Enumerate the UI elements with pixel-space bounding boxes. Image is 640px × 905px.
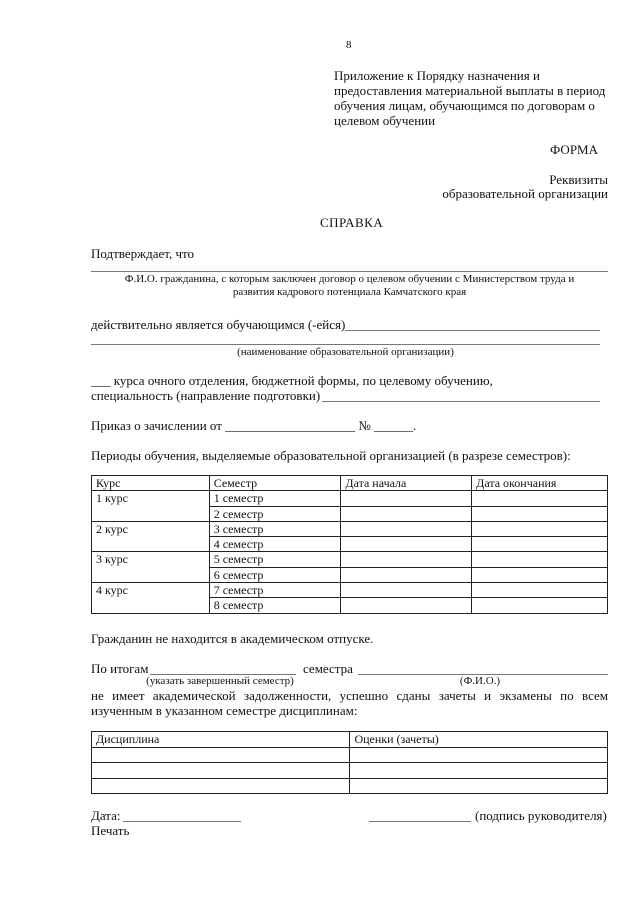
appendix-line-4: целевом обучении: [334, 113, 436, 128]
semester-cell: 8 семестр: [209, 598, 341, 613]
semester-cell: 5 семестр: [209, 552, 341, 567]
fio-underline[interactable]: [91, 271, 608, 272]
results-text-2: изученным в указанном семестре дисциплинам:: [91, 703, 358, 718]
start-date-cell[interactable]: [341, 583, 472, 598]
course-line: ___ курса очного отделения, бюджетной формы, по целевому обучению,: [91, 373, 493, 388]
end-date-cell[interactable]: [472, 521, 608, 536]
header-start-date: Дата начала: [341, 476, 472, 491]
grades-table: [91, 731, 608, 794]
start-date-cell[interactable]: [341, 521, 472, 536]
start-date-cell[interactable]: [341, 598, 472, 613]
grade-cell[interactable]: [350, 747, 608, 763]
appendix-line-1: Приложение к Порядку назначения и: [334, 68, 540, 83]
header-grades: Оценки (зачеты): [350, 732, 608, 748]
periods-table: [91, 475, 608, 614]
periods-line: Периоды обучения, выделяемые образовательной организацией (в разрезе семестров):: [91, 448, 571, 463]
start-date-cell[interactable]: [341, 552, 472, 567]
start-date-cell[interactable]: [341, 506, 472, 521]
form-label: ФОРМА: [550, 142, 598, 157]
course-cell: 1 курс: [92, 491, 210, 522]
periods-header-row: [92, 476, 608, 491]
requisites-line-1: Реквизиты: [549, 172, 608, 187]
end-date-cell[interactable]: [472, 537, 608, 552]
table-row: [92, 552, 608, 567]
student-underline[interactable]: [345, 330, 600, 331]
table-row: [92, 491, 608, 506]
document-title: СПРАВКА: [320, 215, 384, 230]
start-date-cell[interactable]: [341, 567, 472, 582]
grades-header-row: [92, 732, 608, 748]
end-date-cell[interactable]: [472, 583, 608, 598]
signature-label: (подпись руководителя): [475, 808, 607, 823]
semester-word: семестра: [303, 661, 353, 676]
course-cell: 3 курс: [92, 552, 210, 583]
org-caption: (наименование образовательной организации): [237, 346, 454, 358]
org-underline[interactable]: [91, 344, 600, 345]
course-cell: 2 курс: [92, 521, 210, 552]
table-row: [92, 747, 608, 763]
signature-underline[interactable]: [369, 821, 471, 822]
student-line-text: действительно является обучающимся (-ейся): [91, 317, 346, 332]
table-row: [92, 583, 608, 598]
appendix-line-3: обучения лицам, обучающимся по договорам о: [334, 98, 595, 113]
start-date-cell[interactable]: [341, 537, 472, 552]
grade-cell[interactable]: [350, 778, 608, 794]
semester-cell: 6 семестр: [209, 567, 341, 582]
appendix-line-2: предоставления материальной выплаты в период: [334, 83, 606, 98]
results-prefix: По итогам: [91, 661, 149, 676]
results-text-1: не имеет академической задолженности, успешно сданы зачеты и экзамены по всем: [91, 688, 608, 703]
end-date-cell[interactable]: [472, 598, 608, 613]
semester-caption: (указать завершенный семестр): [146, 675, 294, 687]
discipline-cell[interactable]: [92, 763, 350, 779]
table-row: [92, 521, 608, 536]
grade-cell[interactable]: [350, 763, 608, 779]
specialty-line-text: специальность (направление подготовки): [91, 388, 321, 403]
end-date-cell[interactable]: [472, 552, 608, 567]
order-line: Приказ о зачислении от ____________________ № ______.: [91, 418, 417, 433]
header-end-date: Дата окончания: [472, 476, 608, 491]
table-row: [92, 763, 608, 779]
results-fio-caption: (Ф.И.О.): [459, 675, 501, 687]
confirms-text: Подтверждает, что: [91, 246, 195, 261]
course-cell: 4 курс: [92, 583, 210, 614]
fio-caption-1: Ф.И.О. гражданина, с которым заключен договор о целевом обучении с Министерством труда и: [124, 273, 575, 285]
semester-cell: 4 семестр: [209, 537, 341, 552]
end-date-cell[interactable]: [472, 491, 608, 506]
requisites-line-2: образовательной организации: [442, 186, 608, 201]
discipline-cell[interactable]: [92, 747, 350, 763]
start-date-cell[interactable]: [341, 491, 472, 506]
end-date-cell[interactable]: [472, 567, 608, 582]
header-course: Курс: [92, 476, 210, 491]
semester-cell: 1 семестр: [209, 491, 341, 506]
header-semester: Семестр: [209, 476, 341, 491]
date-label: Дата:: [91, 808, 121, 823]
date-underline[interactable]: [123, 821, 241, 822]
page-number: 8: [346, 39, 352, 51]
header-discipline: Дисциплина: [92, 732, 350, 748]
end-date-cell[interactable]: [472, 506, 608, 521]
fio-caption-2: развития кадрового потенциала Камчатского края: [232, 286, 467, 298]
discipline-cell[interactable]: [92, 778, 350, 794]
specialty-underline[interactable]: [322, 401, 600, 402]
semester-cell: 3 семестр: [209, 521, 341, 536]
semester-cell: 2 семестр: [209, 506, 341, 521]
stamp-label: Печать: [91, 823, 130, 838]
semester-cell: 7 семестр: [209, 583, 341, 598]
not-on-leave-text: Гражданин не находится в академическом отпуске.: [91, 631, 374, 646]
table-row: [92, 778, 608, 794]
